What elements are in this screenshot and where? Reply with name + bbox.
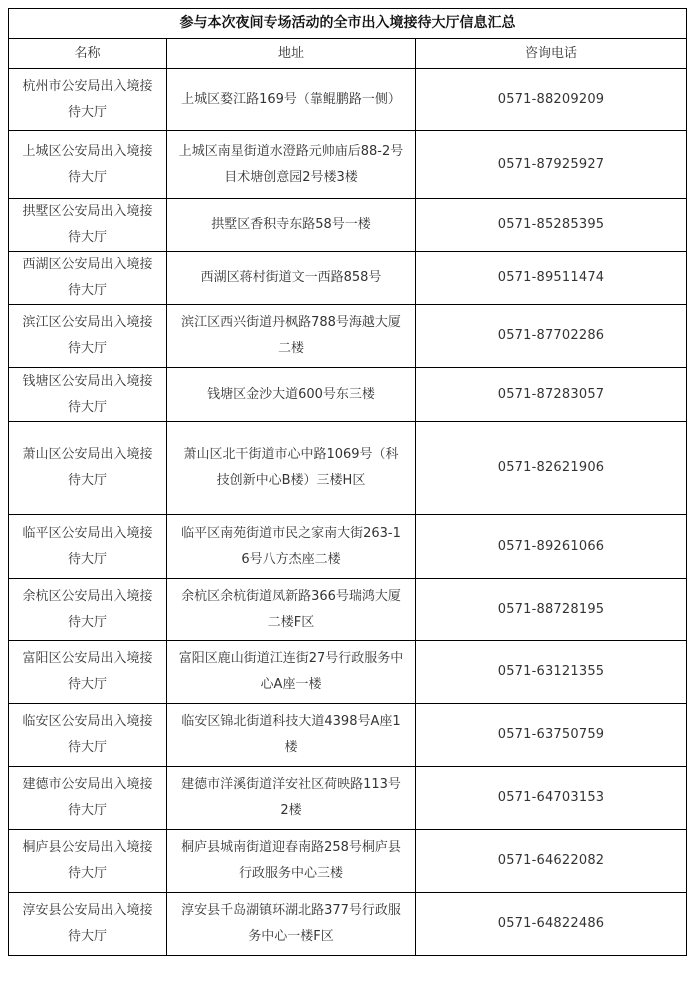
table-row [9, 422, 687, 515]
table-row [9, 830, 687, 893]
hall-phone-cell: 0571-89511474 [416, 252, 687, 305]
hall-name-cell: 西湖区公安局出入境接待大厅 [9, 252, 167, 305]
hall-phone-cell: 0571-82621906 [416, 422, 687, 515]
hall-address-cell: 余杭区余杭街道凤新路366号瑞鸿大厦二楼F区 [167, 579, 416, 641]
table-row [9, 893, 687, 956]
table-row [9, 199, 687, 252]
hall-name-cell: 杭州市公安局出入境接待大厅 [9, 69, 167, 131]
hall-address-cell: 拱墅区香积寺东路58号一楼 [167, 199, 416, 252]
hall-phone-cell: 0571-64703153 [416, 767, 687, 830]
hall-phone-cell: 0571-88209209 [416, 69, 687, 131]
hall-address-cell: 建德市洋溪街道洋安社区荷映路113号2楼 [167, 767, 416, 830]
hall-address-cell: 上城区南星街道水澄路元帅庙后88-2号目术塘创意园2号楼3楼 [167, 131, 416, 199]
hall-name-cell: 桐庐县公安局出入境接待大厅 [9, 830, 167, 893]
table-header-row [9, 39, 687, 69]
table-row [9, 69, 687, 131]
hall-info-table [8, 8, 687, 956]
hall-info-sheet [8, 8, 686, 956]
hall-phone-cell: 0571-88728195 [416, 579, 687, 641]
hall-address-cell: 桐庐县城南街道迎春南路258号桐庐县行政服务中心三楼 [167, 830, 416, 893]
hall-name-cell: 拱墅区公安局出入境接待大厅 [9, 199, 167, 252]
hall-address-cell: 萧山区北干街道市心中路1069号（科技创新中心B楼）三楼H区 [167, 422, 416, 515]
table-title: 参与本次夜间专场活动的全市出入境接待大厅信息汇总 [9, 9, 687, 39]
hall-phone-cell: 0571-87283057 [416, 368, 687, 422]
table-title-row [9, 9, 687, 39]
hall-address-cell: 上城区婺江路169号（靠鲲鹏路一侧） [167, 69, 416, 131]
table-row [9, 579, 687, 641]
header-phone: 咨询电话 [416, 39, 687, 69]
hall-name-cell: 临安区公安局出入境接待大厅 [9, 704, 167, 767]
header-name: 名称 [9, 39, 167, 69]
hall-name-cell: 建德市公安局出入境接待大厅 [9, 767, 167, 830]
hall-address-cell: 临平区南苑街道市民之家南大街263-16号八方杰座二楼 [167, 515, 416, 579]
table-row [9, 515, 687, 579]
hall-address-cell: 临安区锦北街道科技大道4398号A座1楼 [167, 704, 416, 767]
hall-phone-cell: 0571-63750759 [416, 704, 687, 767]
table-row [9, 704, 687, 767]
hall-name-cell: 钱塘区公安局出入境接待大厅 [9, 368, 167, 422]
hall-phone-cell: 0571-87925927 [416, 131, 687, 199]
hall-phone-cell: 0571-89261066 [416, 515, 687, 579]
hall-address-cell: 钱塘区金沙大道600号东三楼 [167, 368, 416, 422]
table-row [9, 641, 687, 704]
hall-phone-cell: 0571-85285395 [416, 199, 687, 252]
hall-address-cell: 西湖区蒋村街道文一西路858号 [167, 252, 416, 305]
hall-address-cell: 滨江区西兴街道丹枫路788号海越大厦二楼 [167, 305, 416, 368]
hall-address-cell: 富阳区鹿山街道江连街27号行政服务中心A座一楼 [167, 641, 416, 704]
table-row [9, 767, 687, 830]
table-row [9, 252, 687, 305]
hall-name-cell: 临平区公安局出入境接待大厅 [9, 515, 167, 579]
hall-address-cell: 淳安县千岛湖镇环湖北路377号行政服务中心一楼F区 [167, 893, 416, 956]
hall-name-cell: 萧山区公安局出入境接待大厅 [9, 422, 167, 515]
table-row [9, 305, 687, 368]
hall-name-cell: 滨江区公安局出入境接待大厅 [9, 305, 167, 368]
header-address: 地址 [167, 39, 416, 69]
hall-name-cell: 富阳区公安局出入境接待大厅 [9, 641, 167, 704]
hall-name-cell: 淳安县公安局出入境接待大厅 [9, 893, 167, 956]
hall-phone-cell: 0571-64822486 [416, 893, 687, 956]
hall-name-cell: 上城区公安局出入境接待大厅 [9, 131, 167, 199]
hall-phone-cell: 0571-87702286 [416, 305, 687, 368]
table-row [9, 368, 687, 422]
hall-name-cell: 余杭区公安局出入境接待大厅 [9, 579, 167, 641]
table-row [9, 131, 687, 199]
hall-phone-cell: 0571-64622082 [416, 830, 687, 893]
hall-phone-cell: 0571-63121355 [416, 641, 687, 704]
